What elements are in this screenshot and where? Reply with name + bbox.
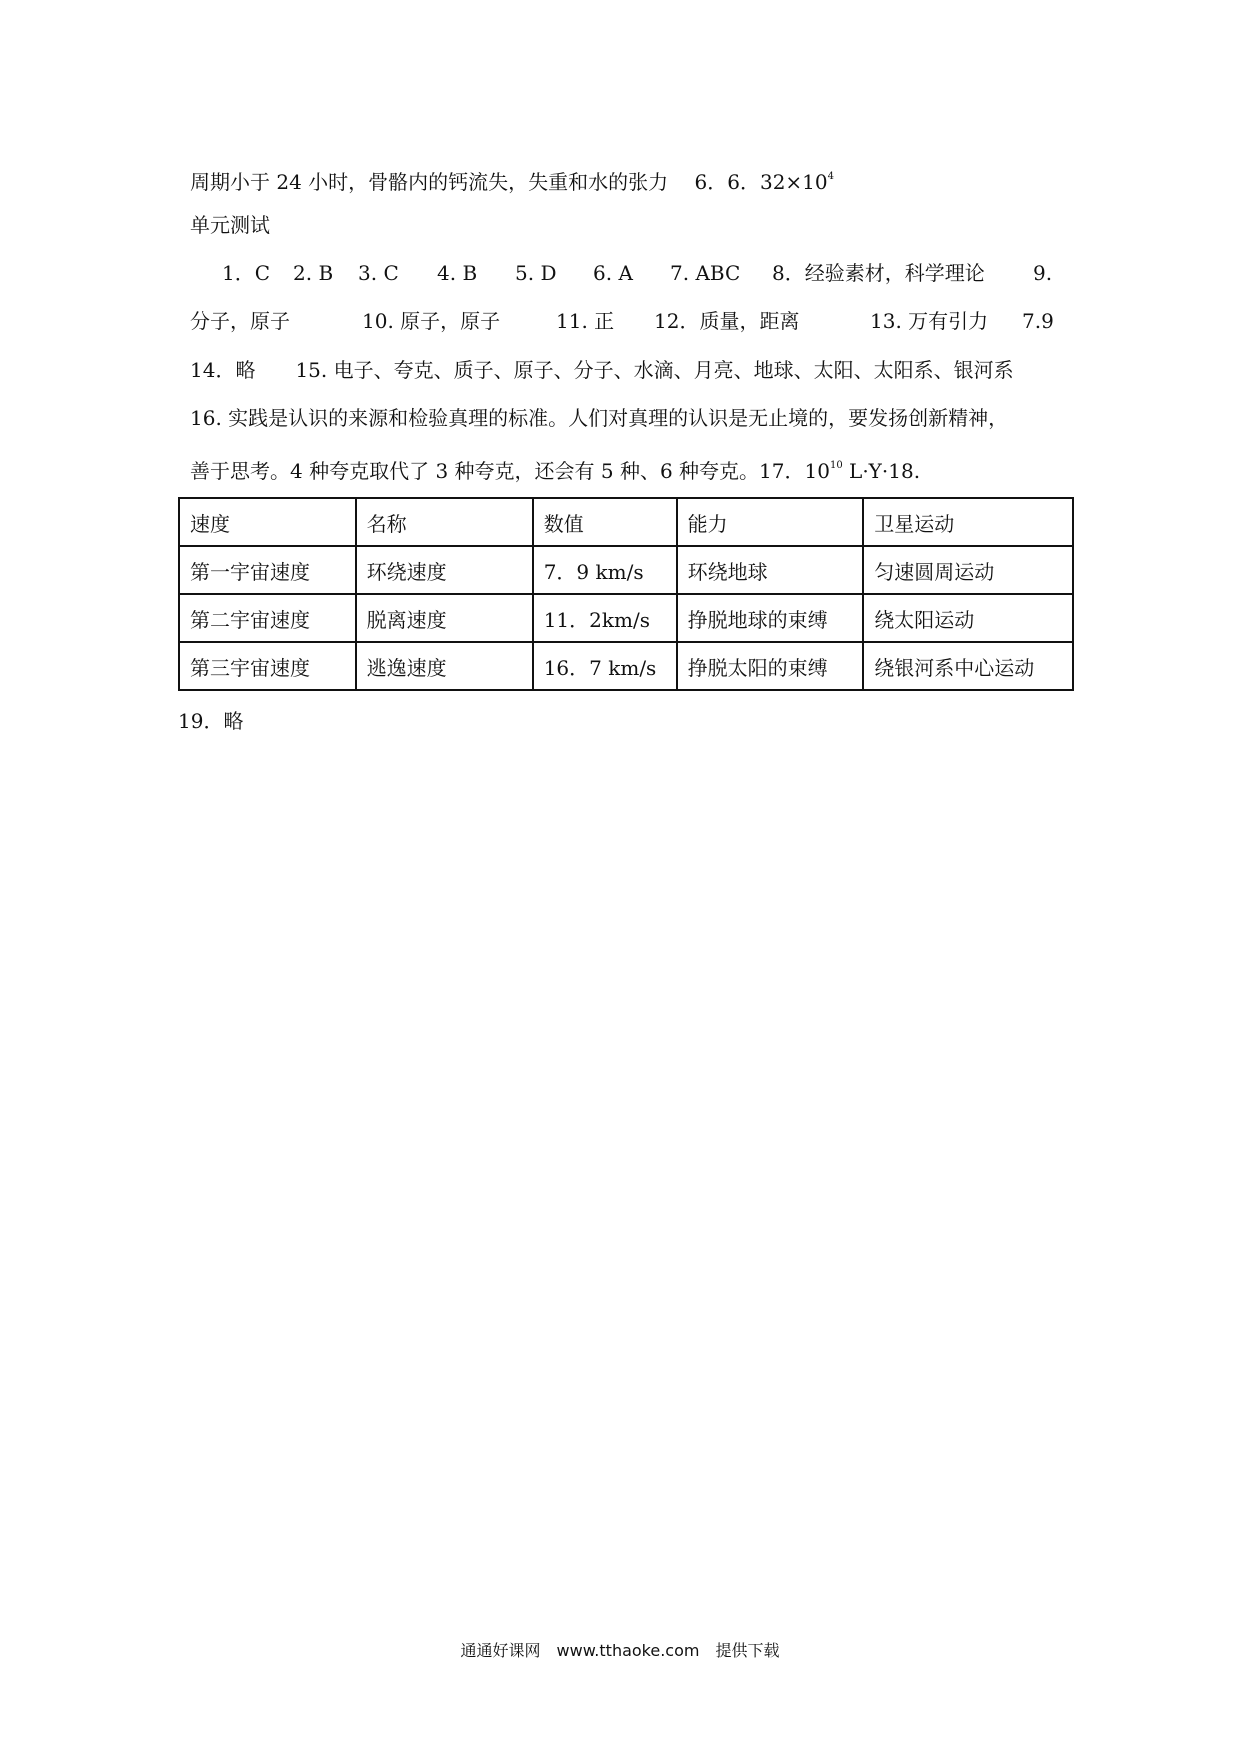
table-header-row xyxy=(179,498,1073,546)
answers-row-5 xyxy=(190,452,920,485)
answer-item: 7. ABC xyxy=(670,261,741,285)
table-header-cell: 卫星运动 xyxy=(863,498,1073,546)
line-1-superscript: 4 xyxy=(827,171,835,182)
answer-item: 13. 万有引力 xyxy=(870,309,989,333)
answer-item: 5. D xyxy=(515,261,557,285)
table-cell: 第三宇宙速度 xyxy=(179,642,356,690)
answer-item: 11. 正 xyxy=(556,309,615,333)
table-row xyxy=(179,642,1073,690)
answer-item: 6. A xyxy=(593,261,633,285)
table-cell: 绕太阳运动 xyxy=(863,594,1073,642)
table-cell: 挣脱地球的束缚 xyxy=(677,594,864,642)
table-cell: 逃逸速度 xyxy=(356,642,533,690)
table-row xyxy=(179,594,1073,642)
answer-item: 8．经验素材，科学理论 xyxy=(772,261,985,285)
cosmic-velocity-table xyxy=(178,497,1074,691)
answers-row-4: 16. 实践是认识的来源和检验真理的标准。人们对真理的认识是无止境的，要发扬创新精神， xyxy=(190,406,1009,430)
table-cell: 绕银河系中心运动 xyxy=(863,642,1073,690)
table-cell: 第一宇宙速度 xyxy=(179,546,356,594)
answer-item: 7.9 xyxy=(1022,309,1054,333)
answer-19: 19．略 xyxy=(178,709,244,733)
table-cell: 匀速圆周运动 xyxy=(863,546,1073,594)
answers-row-3: 14．略 15. 电子、夸克、质子、原子、分子、水滴、月亮、地球、太阳、太阳系、银河系 xyxy=(190,358,1014,382)
answers-row-5-text: 善于思考。4 种夸克取代了 3 种夸克，还会有 5 种、6 种夸克。17．10 xyxy=(190,459,830,483)
table-cell: 11．2km/s xyxy=(533,594,677,642)
table-header-cell: 数值 xyxy=(533,498,677,546)
answers-row-5-superscript: 10 xyxy=(829,460,843,471)
answer-item: 1．C xyxy=(222,261,271,285)
table-cell: 脱离速度 xyxy=(356,594,533,642)
answers-row-5-tail: L·Y·18. xyxy=(842,459,921,483)
answer-item: 12．质量，距离 xyxy=(654,309,800,333)
table-header-cell: 名称 xyxy=(356,498,533,546)
page-footer: 通通好课网 www.tthaoke.com 提供下载 xyxy=(460,1641,780,1660)
answer-item: 2. B xyxy=(293,261,334,285)
table-cell: 16．7 km/s xyxy=(533,642,677,690)
table-cell: 7．9 km/s xyxy=(533,546,677,594)
line-1 xyxy=(190,163,834,196)
table-row xyxy=(179,546,1073,594)
line-1-text: 周期小于 24 小时，骨骼内的钙流失，失重和水的张力 6．6．32×10 xyxy=(190,170,828,194)
table-cell: 挣脱太阳的束缚 xyxy=(677,642,864,690)
table-header-cell: 速度 xyxy=(179,498,356,546)
table-cell: 第二宇宙速度 xyxy=(179,594,356,642)
answer-item: 分子，原子 xyxy=(190,309,290,333)
answer-item: 4. B xyxy=(437,261,478,285)
table-cell: 环绕地球 xyxy=(677,546,864,594)
section-title: 单元测试 xyxy=(190,213,270,237)
answer-item: 3. C xyxy=(358,261,399,285)
answer-item: 10. 原子，原子 xyxy=(362,309,501,333)
table-header-cell: 能力 xyxy=(677,498,864,546)
answer-item: 9. xyxy=(1033,261,1053,285)
table-cell: 环绕速度 xyxy=(356,546,533,594)
